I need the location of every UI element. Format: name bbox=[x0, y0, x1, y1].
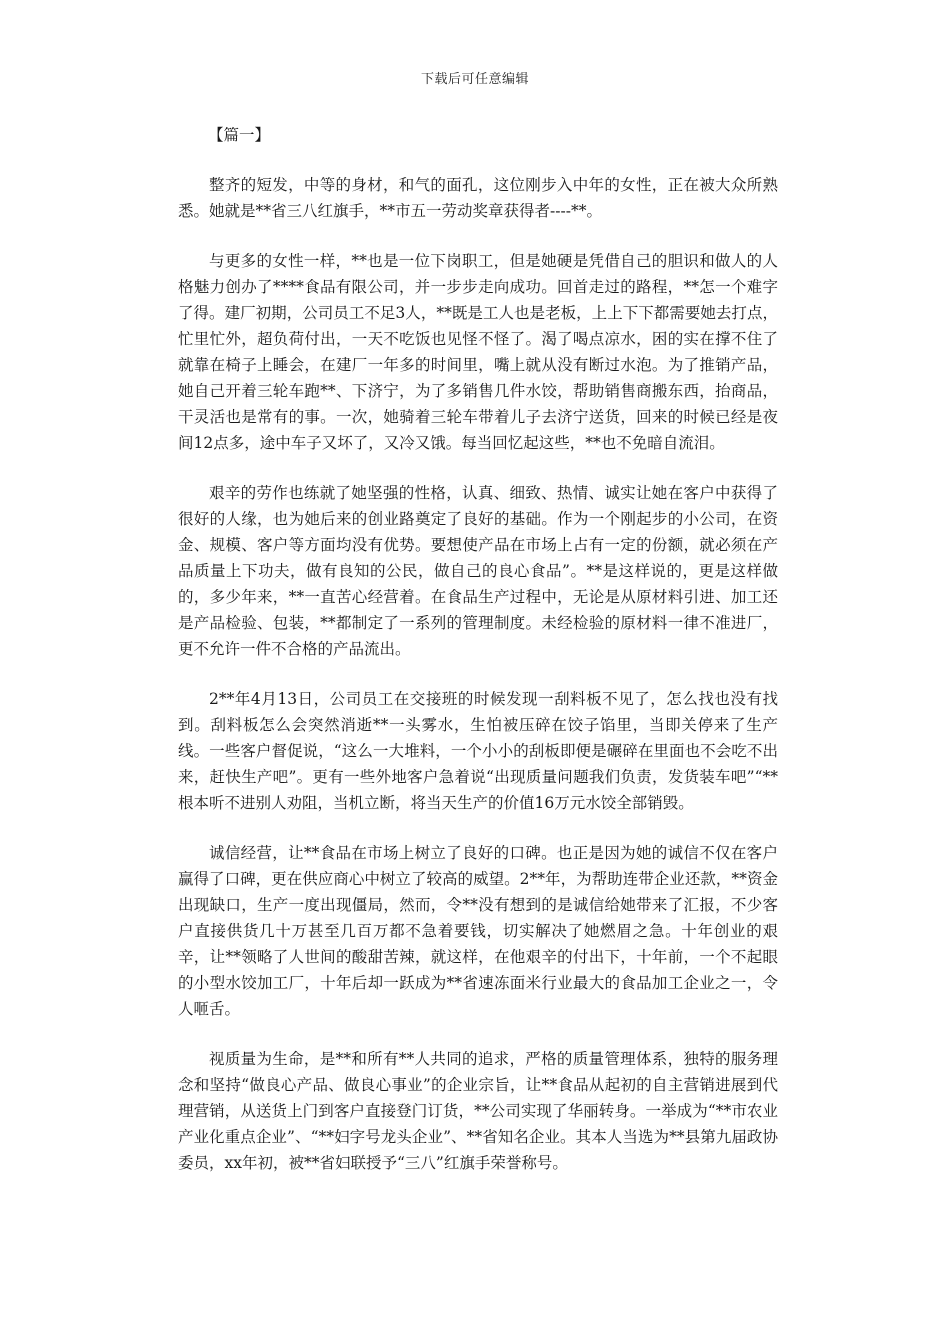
paragraph-4: 2**年4月13日，公司员工在交接班的时候发现一刮料板不见了，怎么找也没有找到。刮料板怎么会突然消逝**一头雾水，生怕被压碎在饺子馅里，当即关停来了生产线。一些客户督促说，“这么一大堆料，一个小小的刮板即便是碾碎在里面也不会吃不出来，赶快生产吧”。更有一些外地客户急着说“出现质量问题我们负责，发货装车吧”“**根本听不进别人劝阻，当机立断，将当天生产的价值16万元水饺全部销毁。 bbox=[178, 690, 778, 812]
section-title: 【篇一】 bbox=[208, 126, 271, 144]
paragraph-6: 视质量为生命，是**和所有**人共同的追求，严格的质量管理体系，独特的服务理念和坚持“做良心产品、做良心事业”的企业宗旨，让**食品从起初的自主营销进展到代理营销，从送货上门到客户直接登门订货，**公司实现了华丽转身。一举成为“**市农业产业化重点企业”、“**妇字号龙头企业”、**省知名企业。其本人当选为**县第九届政协委员，xx年初，被**省妇联授予“三八”红旗手荣誉称号。 bbox=[178, 1050, 778, 1172]
header-note: 下载后可任意编辑 bbox=[420, 72, 529, 87]
document-body bbox=[178, 122, 778, 1200]
paragraph-3: 艰辛的劳作也练就了她坚强的性格，认真、细致、热情、诚实让她在客户中获得了很好的人缘，也为她后来的创业路奠定了良好的基础。作为一个刚起步的小公司，在资金、规模、客户等方面均没有优势。要想使产品在市场上占有一定的份额，就必须在产品质量上下功夫，做有良知的公民，做自己的良心食品”。**是这样说的，更是这样做的，多少年来，**一直苦心经营着。在食品生产过程中，无论是从原材料引进、加工还是产品检验、包装，**都制定了一系列的管理制度。未经检验的原材料一律不准进厂，更不允许一件不合格的产品流出。 bbox=[178, 484, 778, 658]
paragraph-1: 整齐的短发，中等的身材，和气的面孔，这位刚步入中年的女性，正在被大众所熟悉。她就是**省三八红旗手，**市五一劳动奖章获得者----**。 bbox=[178, 176, 778, 220]
paragraph-5: 诚信经营，让**食品在市场上树立了良好的口碑。也正是因为她的诚信不仅在客户赢得了口碑，更在供应商心中树立了较高的威望。2**年，为帮助连带企业还款，**资金出现缺口，生产一度出现僵局，然而，令**没有想到的是诚信给她带来了汇报，不少客户直接供货几十万甚至几百万都不急着要钱，切实解决了她燃眉之急。十年创业的艰辛，让**领略了人世间的酸甜苦辣，就这样，在他艰辛的付出下，十年前，一个不起眼的小型水饺加工厂，十年后却一跃成为**省速冻面米行业最大的食品加工企业之一，令人咂舌。 bbox=[178, 844, 778, 1018]
paragraph-2: 与更多的女性一样，**也是一位下岗职工，但是她硬是凭借自己的胆识和做人的人格魅力创办了****食品有限公司，并一步步走向成功。回首走过的路程，**怎一个难字了得。建厂初期，公司员工不足3人，**既是工人也是老板，上上下下都需要她去打点，忙里忙外，超负荷付出，一天不吃饭也见怪不怪了。渴了喝点凉水，困的实在撑不住了就靠在椅子上睡会，在建厂一年多的时间里，嘴上就从没有断过水泡。为了推销产品，她自己开着三轮车跑**、下济宁，为了多销售几件水饺，帮助销售商搬东西，抬商品，干灵活也是常有的事。一次，她骑着三轮车带着儿子去济宁送货，回来的时候已经是夜间12点多，途中车子又坏了，又冷又饿。每当回忆起这些，**也不免暗自流泪。 bbox=[178, 252, 778, 452]
